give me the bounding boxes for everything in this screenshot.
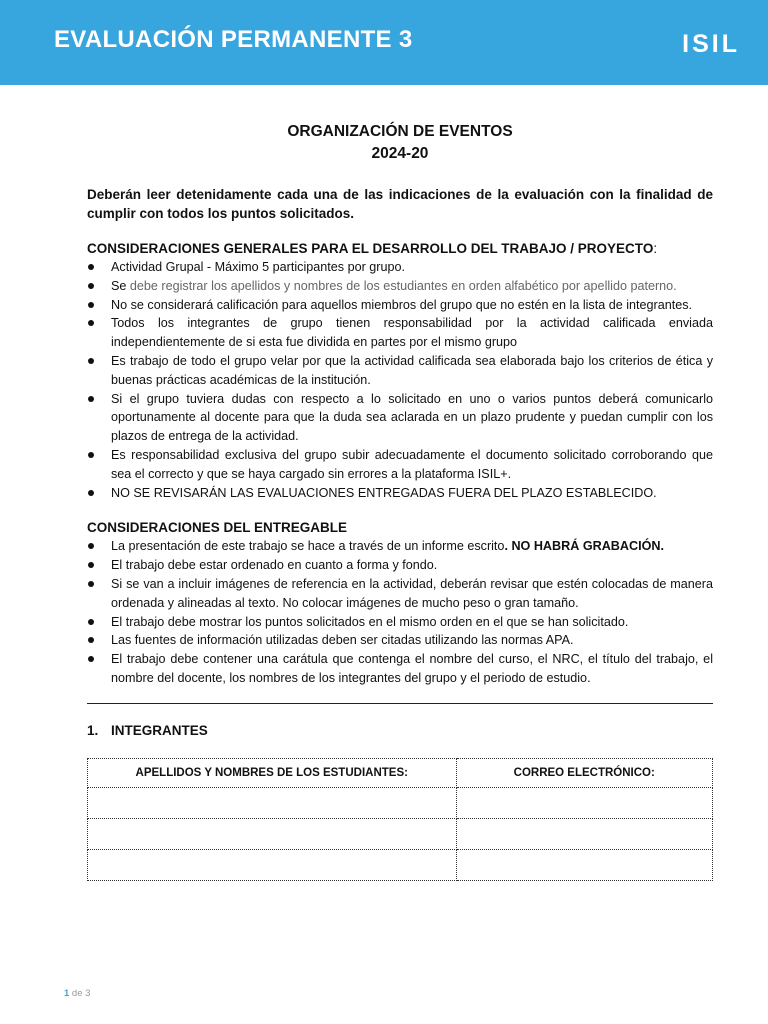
list-item: El trabajo debe estar ordenado en cuanto a forma y fondo. — [87, 556, 713, 575]
deliverable-considerations-heading: CONSIDERACIONES DEL ENTREGABLE — [87, 520, 348, 536]
table-cell[interactable] — [456, 787, 713, 818]
document-body — [87, 121, 713, 881]
table-row — [88, 849, 713, 880]
column-header-names: APELLIDOS Y NOMBRES DE LOS ESTUDIANTES: — [88, 758, 457, 787]
section-integrantes-heading — [87, 722, 713, 740]
horizontal-divider — [87, 703, 713, 704]
isil-logo: ISIL — [682, 30, 740, 58]
list-item: El trabajo debe contener una carátula que contenga el nombre del curso, el NRC, el título del trabajo, el nombre del docente, los nombres de los integrantes del grupo y el periodo de estudio. — [87, 650, 713, 688]
table-cell[interactable] — [88, 818, 457, 849]
list-item: No se considerará calificación para aquellos miembros del grupo que no estén en la lista de integrantes. — [87, 296, 713, 315]
list-item: Todos los integrantes de grupo tienen responsabilidad por la actividad calificada enviada independientemente de si esta fue dividida en partes por el mismo grupo — [87, 314, 713, 352]
list-item: El trabajo debe mostrar los puntos solicitados en el mismo orden en el que se han solicitado. — [87, 613, 713, 632]
header-title: EVALUACIÓN PERMANENTE 3 — [54, 26, 413, 53]
table-cell[interactable] — [88, 849, 457, 880]
section-number: 1. — [87, 722, 99, 738]
page-footer — [64, 988, 90, 999]
list-item: Es responsabilidad exclusiva del grupo subir adecuadamente el documento solicitado corroborando que sea el correcto y que se haya cargado sin errores a la plataforma ISIL+. — [87, 446, 713, 484]
table-cell[interactable] — [456, 818, 713, 849]
general-considerations-list — [87, 258, 713, 502]
table-row — [88, 787, 713, 818]
header-banner — [0, 0, 768, 85]
general-heading-text: CONSIDERACIONES GENERALES PARA EL DESARROLLO DEL TRABAJO / PROYECTO — [87, 241, 654, 256]
general-considerations-heading — [87, 240, 713, 258]
students-table — [87, 758, 713, 881]
column-header-email: CORREO ELECTRÓNICO: — [456, 758, 713, 787]
table-cell[interactable] — [456, 849, 713, 880]
table-header-row — [88, 758, 713, 787]
deliverable-considerations-list — [87, 537, 713, 687]
list-item — [87, 277, 713, 296]
table-row — [88, 818, 713, 849]
page-of-text: de — [69, 988, 86, 999]
table-cell[interactable] — [88, 787, 457, 818]
general-heading-colon: : — [653, 241, 658, 256]
list-item: Las fuentes de información utilizadas deben ser citadas utilizando las normas APA. — [87, 631, 713, 650]
list-item: Es trabajo de todo el grupo velar por que la actividad calificada sea elaborada bajo los criterios de ética y buenas prácticas académicas de la institución. — [87, 352, 713, 390]
list-item: Si el grupo tuviera dudas con respecto a lo solicitado en uno o varios puntos deberá comunicarlo oportunamente al docente para que la duda sea aclarada en un plazo prudente y puedan cumplir con los plazos de entrega de la actividad. — [87, 390, 713, 446]
list-item-prefix: Se — [111, 278, 130, 293]
page-number: 1 — [64, 988, 70, 999]
document-period: 2024-20 — [371, 145, 429, 162]
list-item: Actividad Grupal - Máximo 5 participantes por grupo. — [87, 258, 713, 277]
list-item-text: La presentación de este trabajo se hace a través de un informe escrito — [111, 539, 505, 554]
page-total: 3 — [85, 988, 91, 999]
intro-paragraph: Deberán leer detenidamente cada una de las indicaciones de la evaluación con la finalidad de cumplir con todos los puntos solicitados. — [87, 187, 713, 221]
list-item-gray-text: debe registrar los apellidos y nombres de los estudiantes en orden alfabético por apellido paterno. — [129, 278, 677, 293]
list-item: Si se van a incluir imágenes de referencia en la actividad, deberán revisar que estén colocadas de manera ordenada y alineadas al texto. No colocar imágenes de mucho peso o gran tamaño. — [87, 575, 713, 613]
list-item: NO SE REVISARÁN LAS EVALUACIONES ENTREGADAS FUERA DEL PLAZO ESTABLECIDO. — [87, 484, 713, 503]
document-title: ORGANIZACIÓN DE EVENTOS — [287, 123, 513, 140]
list-item-bold-text: . NO HABRÁ GRABACIÓN. — [504, 539, 664, 554]
section-title: INTEGRANTES — [111, 722, 208, 738]
list-item — [87, 537, 713, 556]
